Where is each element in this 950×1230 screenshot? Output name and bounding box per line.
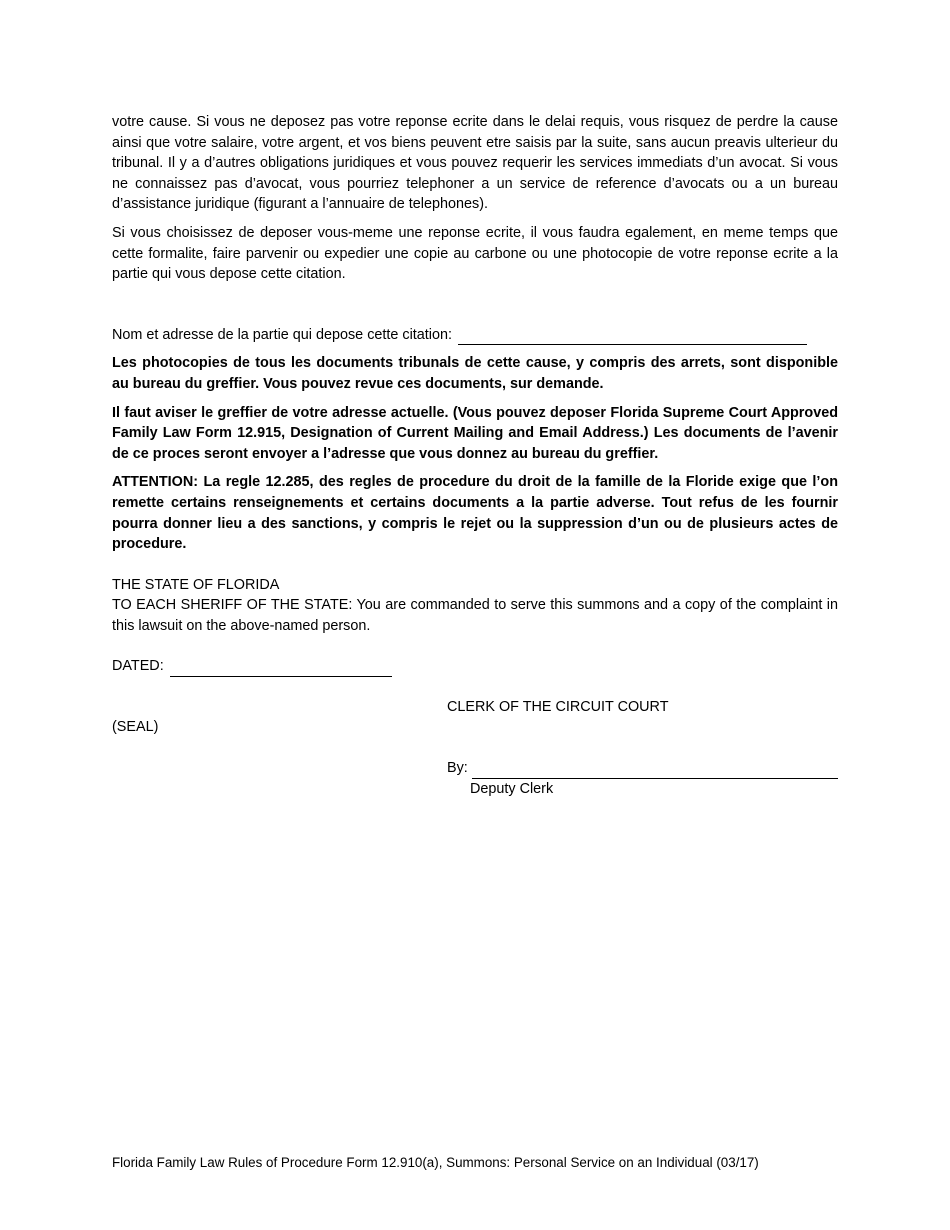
state-of-florida: THE STATE OF FLORIDA [112, 576, 280, 593]
by-label: By: [447, 760, 468, 777]
name-address-label: Nom et adresse de la partie qui depose cette citation: [112, 326, 452, 343]
notice-photocopies: Les photocopies de tous les documents tribunals de cette cause, y compris des arrets, sont disponible au bureau du greffier. Vous pouvez revue ces documents, sur demande. [112, 355, 838, 392]
signature-block [112, 697, 838, 815]
dated-field [112, 656, 838, 677]
spacer [112, 563, 838, 575]
deputy-clerk-label: Deputy Clerk [470, 781, 554, 798]
name-address-field [112, 325, 838, 346]
sheriff-command: TO EACH SHERIFF OF THE STATE: You are commanded to serve this summons and a copy of the complaint in this lawsuit on the above-named person. [112, 597, 838, 634]
document-page [112, 112, 838, 815]
name-address-line[interactable] [458, 329, 807, 345]
clerk-title: CLERK OF THE CIRCUIT COURT [447, 699, 669, 716]
paragraph-default-warning: votre cause. Si vous ne deposez pas votre reponse ecrite dans le delai requis, vous risquez de perdre la cause ainsi que votre salaire, votre argent, et vos biens peuvent etre saisis par la suite, sans aucun preavis ulterieur du tribunal. Il y a d’autres obligations juridiques et vous pouvez requerir les services immediats d’un avocat. Si vous ne connaissez pas d’avocat, vous pourriez telephoner a un service de reference d’avocats ou a un bureau d’assistance juridique (figurant a l’annuaire de telephones). [112, 114, 838, 213]
notice-attention: ATTENTION: La regle 12.285, des regles de procedure du droit de la famille de la Floride exige que l’on remette certains renseignements et certains documents a la partie adverse. Tout refus de les fournir pourra donner lieu a des sanctions, y compris le rejet ou la suppression d’un ou de plusieurs actes de procedure. [112, 474, 838, 553]
notice-address: Il faut aviser le greffier de votre adresse actuelle. (Vous pouvez deposer Florida Supreme Court Approved Family Law Form 12.915, Designation of Current Mailing and Email Address.) Les documents de l’avenir de ce proces seront envoyer a l’adresse que vous donnez au bureau du greffier. [112, 404, 838, 462]
seal-label: (SEAL) [112, 719, 159, 736]
by-signature-line[interactable] [472, 763, 838, 779]
dated-line[interactable] [170, 661, 392, 677]
by-field [447, 758, 838, 779]
dated-label: DATED: [112, 658, 164, 675]
spacer [112, 293, 838, 325]
paragraph-written-response: Si vous choisissez de deposer vous-meme une reponse ecrite, il vous faudra egalement, en meme temps que cette formalite, faire parvenir ou expedier une copie au carbone ou une photocopie de votre reponse ecrite a la partie qui vous depose cette citation. [112, 224, 838, 283]
form-footer: Florida Family Law Rules of Procedure Form 12.910(a), Summons: Personal Service on an Individual (03/17) [112, 1155, 759, 1170]
